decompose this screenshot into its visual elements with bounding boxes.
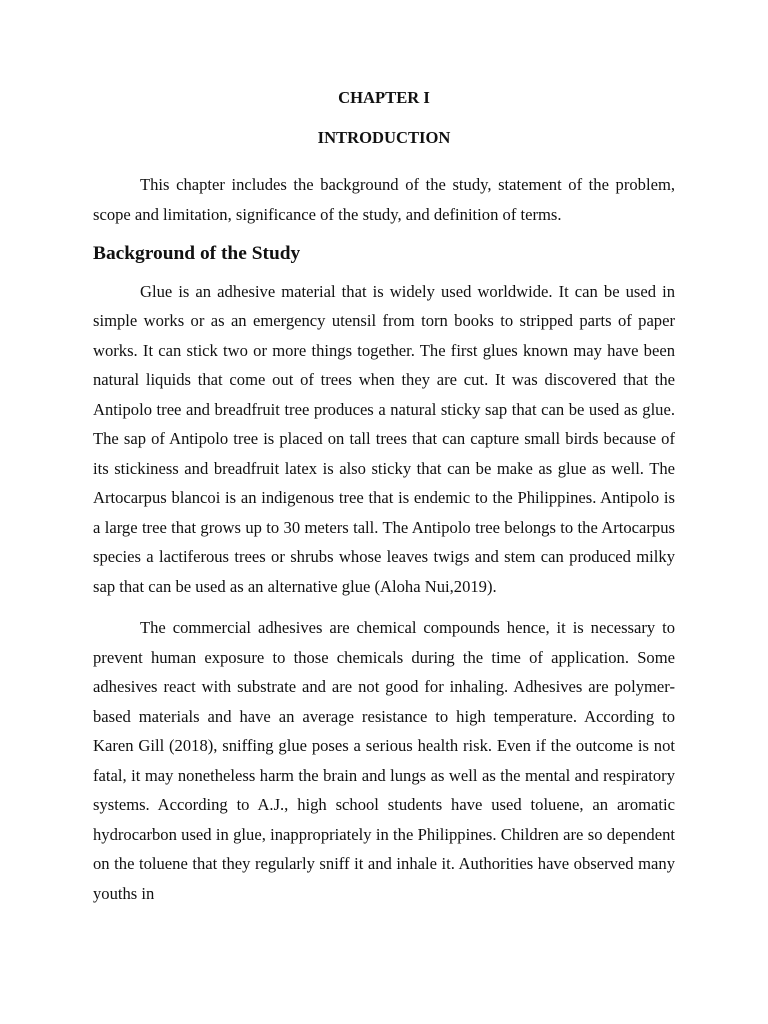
chapter-heading: CHAPTER I	[338, 88, 430, 107]
paragraph-commercial-adhesives: The commercial adhesives are chemical compounds hence, it is necessary to prevent human exposure to those chemicals during the time of application. Some adhesives react with substrate and are not good for inhaling. Adhesives are polymer-based materials and have an average resistance to high temperature. According to Karen Gill (2018), sniffing glue poses a serious health risk. Even if the outcome is not fatal, it may nonetheless harm the brain and lungs as well as the mental and respiratory systems. According to A.J., high school students have used toluene, an aromatic hydrocarbon used in glue, inappropriately in the Philippines. Children are so dependent on the toluene that they regularly sniff it and inhale it. Authorities have observed many youths in	[93, 618, 675, 903]
section-heading-background: Background of the Study	[93, 243, 301, 264]
document-page	[93, 0, 675, 908]
introduction-heading: INTRODUCTION	[317, 128, 451, 147]
intro-paragraph: This chapter includes the background of the study, statement of the problem, scope and limitation, significance of the study, and definition of terms.	[93, 175, 675, 224]
paragraph-glue: Glue is an adhesive material that is widely used worldwide. It can be used in simple works or as an emergency utensil from torn books to stripped parts of paper works. It can stick two or more things together. The first glues known may have been natural liquids that come out of trees when they are cut. It was discovered that the Antipolo tree and breadfruit tree produces a natural sticky sap that can be used as glue. The sap of Antipolo tree is placed on tall trees that can capture small birds because of its stickiness and breadfruit latex is also sticky that can be make as glue as well. The Artocarpus blancoi is an indigenous tree that is endemic to the Philippines. Antipolo is a large tree that grows up to 30 meters tall. The Antipolo tree belongs to the Artocarpus species a lactiferous trees or shrubs whose leaves twigs and stem can produced milky sap that can be used as an alternative glue (Aloha Nui,2019).	[93, 281, 675, 596]
